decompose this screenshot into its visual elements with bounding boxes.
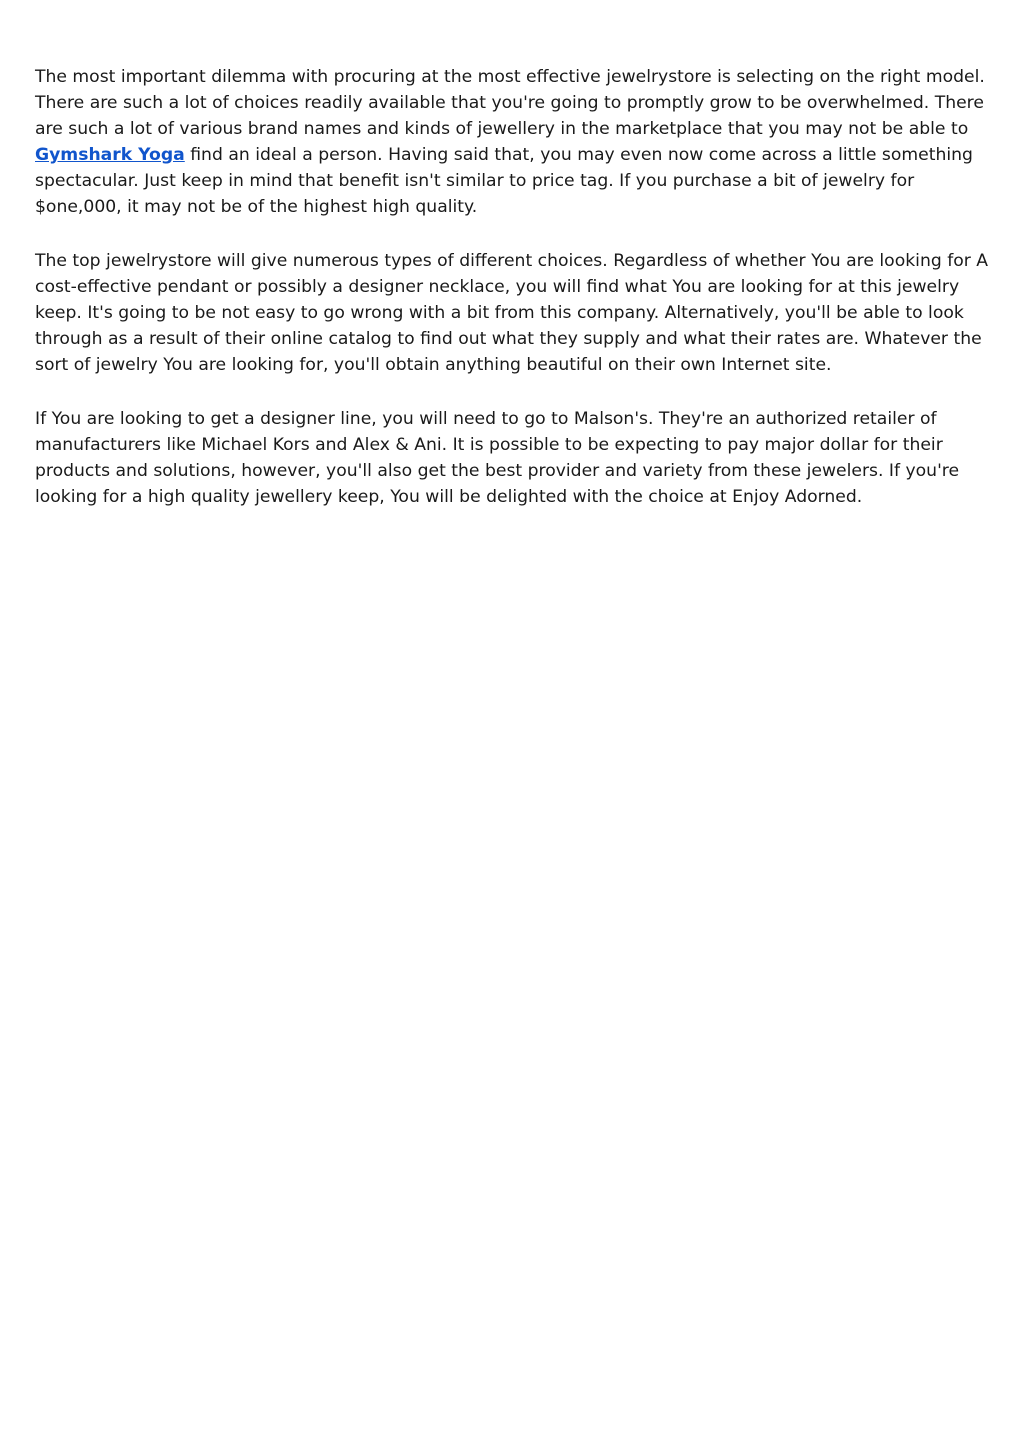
paragraph-1	[35, 64, 993, 220]
paragraph-3: If You are looking to get a designer line, you will need to go to Malson's. They're an authorized retailer of manufacturers like Michael Kors and Alex & Ani. It is possible to be expecting to pay major dollar for their products and solutions, however, you'll also get the best provider and variety from these jewelers. If you're looking for a high quality jewellery keep, You will be delighted with the choice at Enjoy Adorned.	[35, 409, 960, 507]
paragraph-2: The top jewelrystore will give numerous types of different choices. Regardless of whether You are looking for A cost-effective pendant or possibly a designer necklace, you will find what You are looking for at this jewelry keep. It's going to be not easy to go wrong with a bit from this company. Alternatively, you'll be able to look through as a result of their online catalog to find out what they supply and what their rates are. Whatever the sort of jewelry You are looking for, you'll obtain anything beautiful on their own Internet site.	[35, 251, 989, 375]
gymshark-yoga-link[interactable]: Gymshark Yoga	[35, 145, 185, 165]
document-page	[35, 64, 993, 538]
paragraph-1-text-before-link: The most important dilemma with procuring at the most effective jewelrystore is selecting on the right model. There are such a lot of choices readily available that you're going to promptly grow to be overwhelmed. There are such a lot of various brand names and kinds of jewellery in the marketplace that you may not be able to	[35, 67, 985, 139]
paragraph-1-text-after-link: find an ideal a person. Having said that, you may even now come across a little something spectacular. Just keep in mind that benefit isn't similar to price tag. If you purchase a bit of jewelry for $one,000, it may not be of the highest high quality.	[35, 145, 973, 217]
